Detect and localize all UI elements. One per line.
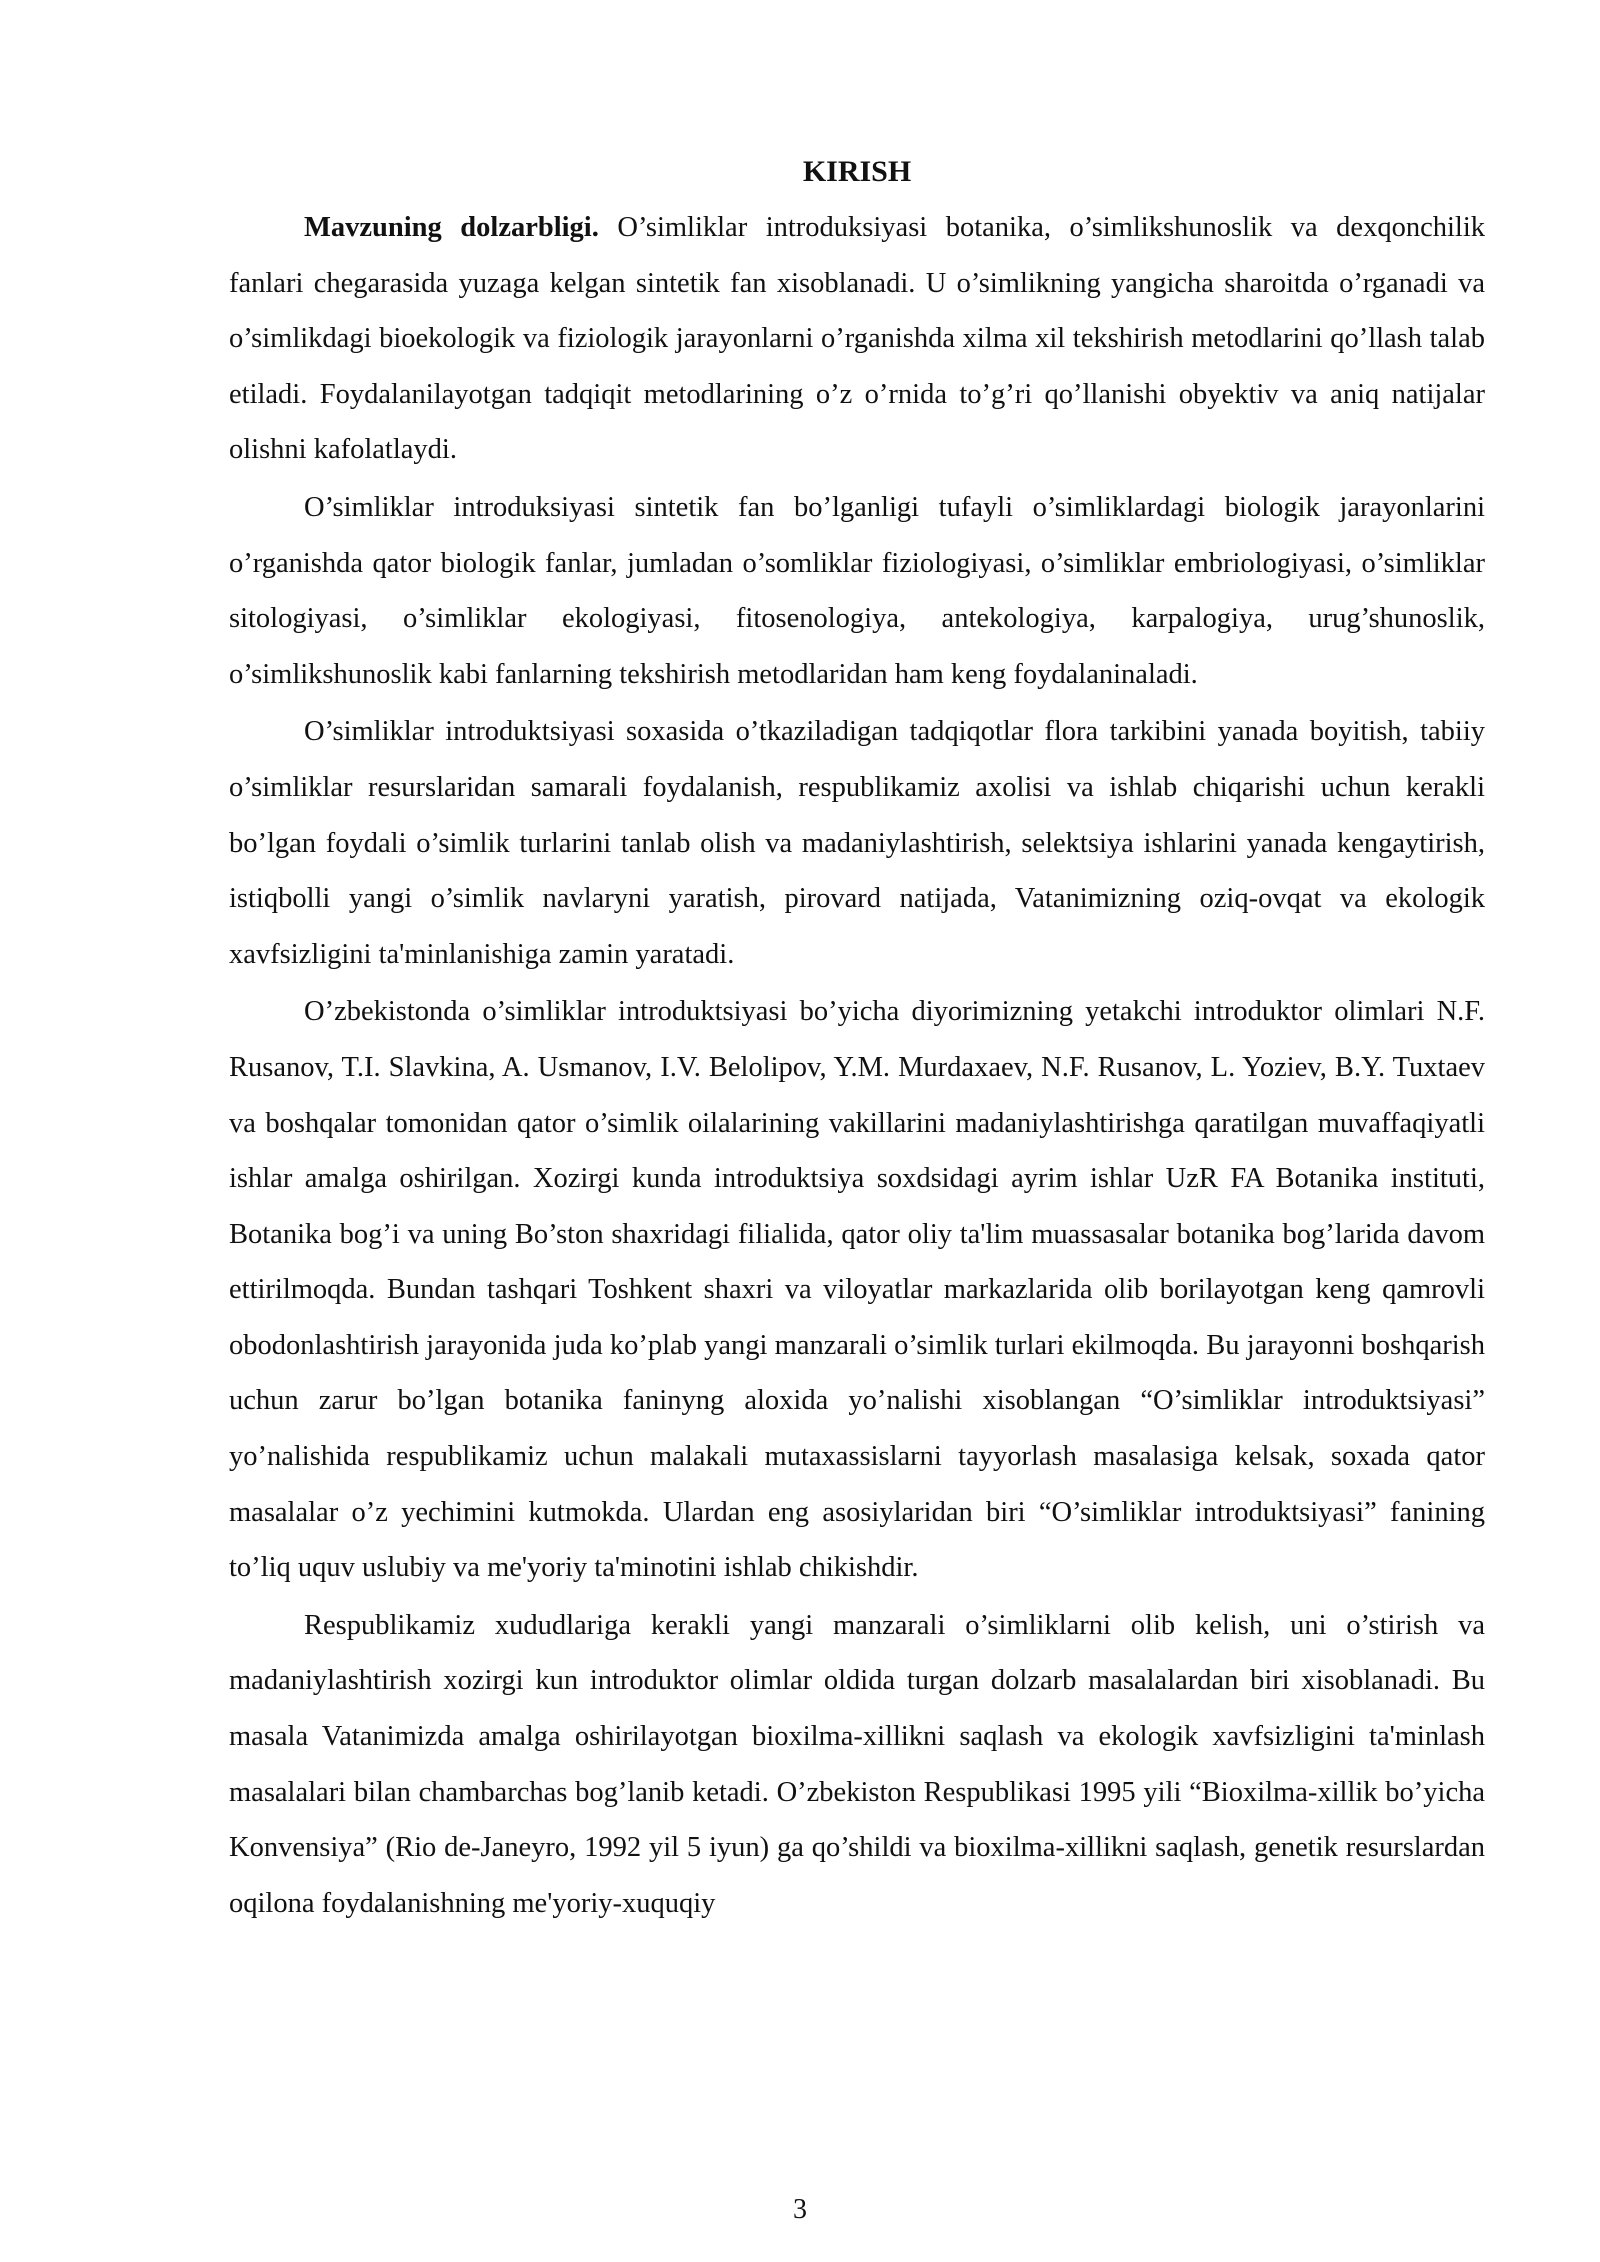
page-body: [229, 148, 1485, 1933]
paragraph-4: [229, 984, 1485, 1596]
paragraph-text: O’simliklar introduksiyasi sintetik fan bo’lganligi tufayli o’simliklardagi biologik jarayonlarini o’rganishda qator biologik fanlar, jumladan o’somliklar fiziologiyasi, o’simliklar embriologiyasi, o’simliklar sitologiyasi, o’simliklar ekologiyasi, fitosenologiya, antekologiya, karpalogiya, urug’shunoslik, o’simlikshunoslik kabi fanlarning tekshirish metodlaridan ham keng foydalaninaladi.: [229, 491, 1485, 690]
page-number: 3: [793, 2194, 807, 2225]
paragraph-text: O’simliklar introduksiyasi botanika, o’simlikshunoslik va dexqonchilik fanlari chegarasida yuzaga kelgan sintetik fan xisoblanadi. U o’simlikning yangicha sharoitda o’rganadi va o’simlikdagi bioekologik va fiziologik jarayonlarni o’rganishda xilma xil tekshirish metodlarini qo’llash talab etiladi. Foydalanilayotgan tadqiqit metodlarining o’z o’rnida to’g’ri qo’llanishi obyektiv va aniq natijalar olishni kafolatlaydi.: [229, 212, 1485, 466]
section-heading: KIRISH: [802, 155, 912, 188]
paragraph-text: Respublikamiz xududlariga kerakli yangi manzarali o’simliklarni olib kelish, uni o’stirish va madaniylashtirish xozirgi kun introduktor olimlar oldida turgan dolzarb masalalardan biri xisoblanadi. Bu masala Vatanimizda amalga oshirilayotgan bioxilma-xillikni saqlash va ekologik xavfsizligini ta'minlash masalalari bilan chambarchas bog’lanib ketadi. O’zbekiston Respublikasi 1995 yili “Bioxilma-xillik bo’yicha Konvensiya” (Rio de-Janeyro, 1992 yil 5 iyun) ga qo’shildi va bioxilma-xillikni saqlash, genetik resurslardan oqilona foydalanishning me'yoriy-xuquqiy: [229, 1609, 1485, 1919]
paragraph-5: [229, 1598, 1485, 1932]
paragraph-1: [229, 200, 1485, 478]
paragraph-2: [229, 480, 1485, 702]
paragraph-3: [229, 704, 1485, 982]
paragraph-text: O’simliklar introduktsiyasi soxasida o’tkaziladigan tadqiqotlar flora tarkibini yanada boyitish, tabiiy o’simliklar resurslaridan samarali foydalanish, respublikamiz axolisi va ishlab chiqarishi uchun kerakli bo’lgan foydali o’simlik turlarini tanlab olish va madaniylashtirish, selektsiya ishlarini yanada kengaytirish, istiqbolli yangi o’simlik navlaryni yaratish, pirovard natijada, Vatanimizning oziq-ovqat va ekologik xavfsizligini ta'minlanishiga zamin yaratadi.: [229, 716, 1485, 970]
paragraph-lead: Mavzuning dolzarbligi.: [304, 212, 599, 243]
paragraph-text: O’zbekistonda o’simliklar introduktsiyasi bo’yicha diyorimizning yetakchi introduktor olimlari N.F. Rusanov, T.I. Slavkina, A. Usmanov, I.V. Belolipov, Y.M. Murdaxaev, N.F. Rusanov, L. Yoziev, B.Y. Tuxtaev va boshqalar tomonidan qator o’simlik oilalarining vakillarini madaniylashtirishga qaratilgan muvaffaqiyatli ishlar amalga oshirilgan. Xozirgi kunda introduktsiya soxdsidagi ayrim ishlar UzR FA Botanika instituti, Botanika bog’i va uning Bo’ston shaxridagi filialida, qator oliy ta'lim muassasalar botanika bog’larida davom ettirilmoqda. Bundan tashqari Toshkent shaxri va viloyatlar markazlarida olib borilayotgan keng qamrovli obodonlashtirish jarayonida juda ko’plab yangi manzarali o’simlik turlari ekilmoqda. Bu jarayonni boshqarish uchun zarur bo’lgan botanika faninyng aloxida yo’nalishi xisoblangan “O’simliklar introduktsiyasi” yo’nalishida respublikamiz uchun malakali mutaxassislarni tayyorlash masalasiga kelsak, soxada qator masalalar o’z yechimini kutmokda. Ulardan eng asosiylaridan biri “O’simliklar introduktsiyasi” fanining to’liq uquv uslubiy va me'yoriy ta'minotini ishlab chikishdir.: [229, 996, 1485, 1584]
